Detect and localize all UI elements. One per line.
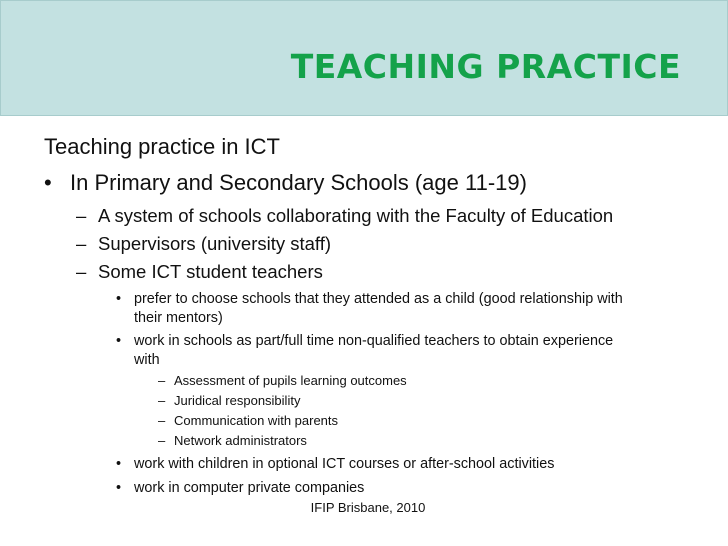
bullet-text: A system of schools collaborating with the Faculty of Education: [98, 205, 614, 226]
bullet-marker: •: [116, 480, 122, 496]
dash-marker: –: [158, 433, 166, 448]
title-band: [0, 0, 728, 116]
dash-marker: –: [158, 413, 166, 428]
dash-marker: –: [158, 393, 166, 408]
bullet-marker: •: [116, 456, 122, 472]
bullet-marker: •: [116, 291, 122, 307]
bullet-text: their mentors): [134, 310, 223, 326]
bullet-text: Network administrators: [174, 433, 307, 448]
dash-marker: –: [158, 373, 166, 388]
slide-title: TEACHING PRACTICE: [290, 47, 681, 86]
bullet-marker: •: [116, 333, 122, 349]
dash-marker: –: [76, 205, 87, 226]
slide-footer: IFIP Brisbane, 2010: [310, 500, 426, 515]
bullet-text: Communication with parents: [174, 413, 339, 428]
bullet-text: Some ICT student teachers: [98, 261, 323, 282]
bullet-text: work in schools as part/full time non-qualified teachers to obtain experience: [134, 333, 614, 349]
bullet-text: prefer to choose schools that they attended as a child (good relationship with: [134, 291, 623, 307]
bullet-text: with: [134, 352, 160, 368]
bullet-text: work with children in optional ICT courses or after-school activities: [134, 456, 555, 472]
bullet-text: In Primary and Secondary Schools (age 11-19): [70, 170, 527, 195]
dash-marker: –: [76, 261, 87, 282]
bullet-text: Supervisors (university staff): [98, 233, 332, 254]
bullet-text: work in computer private companies: [134, 480, 365, 496]
bullet-text: Assessment of pupils learning outcomes: [174, 373, 407, 388]
bullet-text: Juridical responsibility: [174, 393, 301, 408]
dash-marker: –: [76, 233, 87, 254]
slide-heading: Teaching practice in ICT: [44, 134, 280, 159]
bullet-marker: •: [44, 170, 52, 195]
